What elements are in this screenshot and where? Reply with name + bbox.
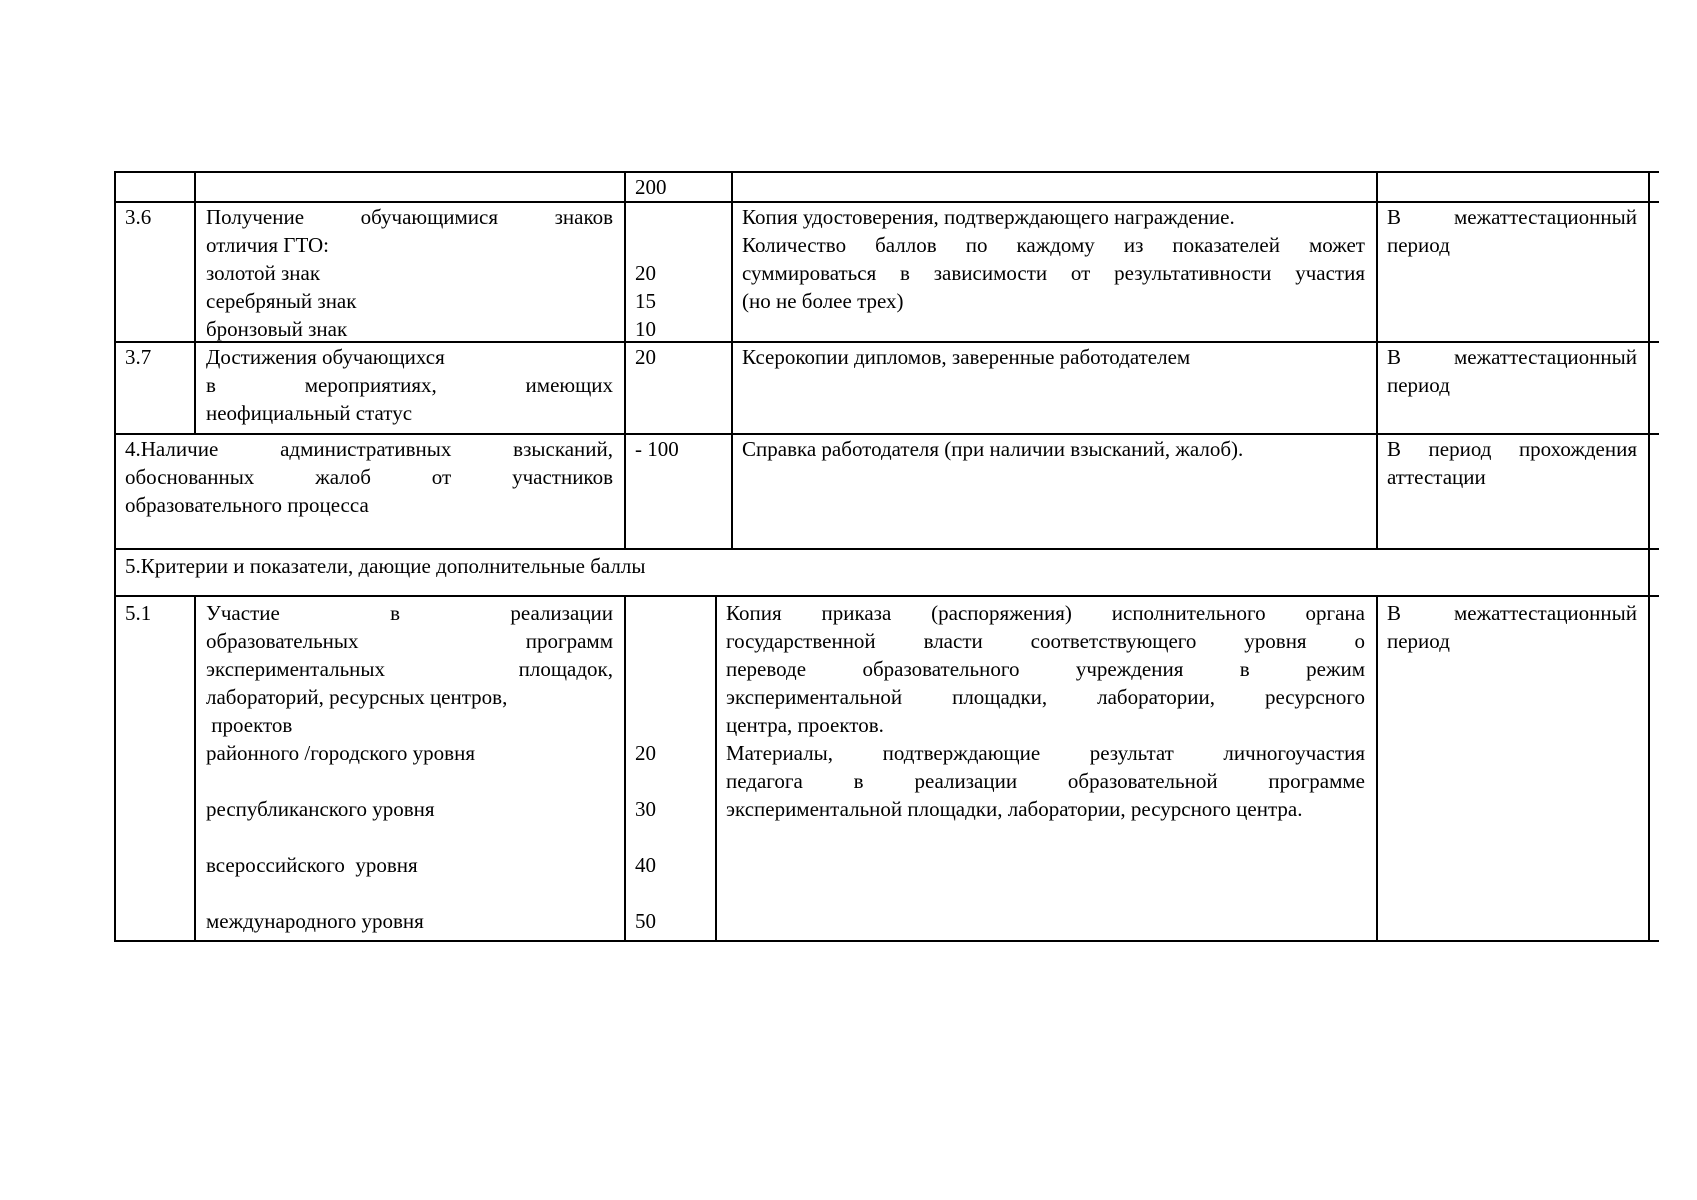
row-divider (114, 548, 1659, 550)
column-divider (1376, 595, 1378, 942)
confirmation-text: Справка работодателя (при наличии взысканий, жалоб). (742, 437, 1244, 461)
item-label: всероссийского уровня (206, 853, 418, 877)
column-divider (624, 171, 626, 550)
points-value: 20 (635, 741, 656, 765)
column-divider (731, 171, 733, 550)
confirmation-text: Копия удостоверения, подтверждающего награждение. Количество баллов по каждому из показателей может суммироваться в зависимости от результативности участия (но не более трех) (742, 205, 1365, 313)
section-4-title: 4.Наличие административных взысканий, обоснованных жалоб от участников образовательного процесса (125, 437, 613, 517)
column-divider (194, 171, 196, 435)
points-value: 40 (635, 853, 656, 877)
item-label: серебряный знак (206, 289, 357, 313)
period-text: В межаттестационный период (1387, 601, 1637, 653)
points-value: 20 (635, 261, 656, 285)
row-divider (114, 595, 1659, 597)
points-value: 15 (635, 289, 656, 313)
confirmation-text: Ксерокопии дипломов, заверенные работодателем (742, 345, 1191, 369)
row-number: 3.6 (125, 205, 152, 229)
points-value: - 100 (635, 437, 679, 461)
item-label: золотой знак (206, 261, 321, 285)
indicator-text: Участие в реализации образовательных программ экспериментальных площадок, лабораторий, ресурсных центров, проектов (206, 601, 613, 737)
points-value: 30 (635, 797, 656, 821)
item-label: бронзовый знак (206, 317, 348, 341)
period-text: В межаттестационный период (1387, 345, 1637, 397)
points-value: 20 (635, 345, 656, 369)
indicator-text: Получение обучающимися знаков отличия ГТО: золотой знак серебряный знак бронзовый знак (206, 205, 613, 341)
column-divider (715, 595, 717, 942)
table-border (114, 940, 1659, 942)
table-border (114, 171, 116, 942)
item-label: международного уровня (206, 909, 424, 933)
points-value: 10 (635, 317, 656, 341)
row-number: 5.1 (125, 601, 152, 625)
indicator-text: Достижения обучающихся в мероприятиях, имеющих неофициальный статус (206, 345, 613, 425)
period-text: В межаттестационный период (1387, 205, 1637, 257)
row-number: 3.7 (125, 345, 152, 369)
item-label: республиканского уровня (206, 797, 435, 821)
table-border (1648, 171, 1650, 942)
column-divider (194, 595, 196, 942)
points-value: 50 (635, 909, 656, 933)
section-5-title: 5.Критерии и показатели, дающие дополнительные баллы (125, 554, 646, 578)
table-border (114, 171, 1659, 173)
item-label: районного /городского уровня (206, 741, 475, 765)
period-text: В период прохождения аттестации (1387, 437, 1637, 489)
column-divider (624, 595, 626, 942)
column-divider (1376, 171, 1378, 550)
points-value: 200 (635, 175, 667, 199)
confirmation-text: Копия приказа (распоряжения) исполнительного органа государственной власти соответствующего уровня о переводе образовательного учреждения в режим экспериментальной площадки, лаборатории, ресурсного центра, проектов. Материалы, подтверждающие результат личногоучастия педагога в реализации образовательной программе экспериментальной площадки, лаборатории, ресурсного центра. (726, 601, 1365, 821)
